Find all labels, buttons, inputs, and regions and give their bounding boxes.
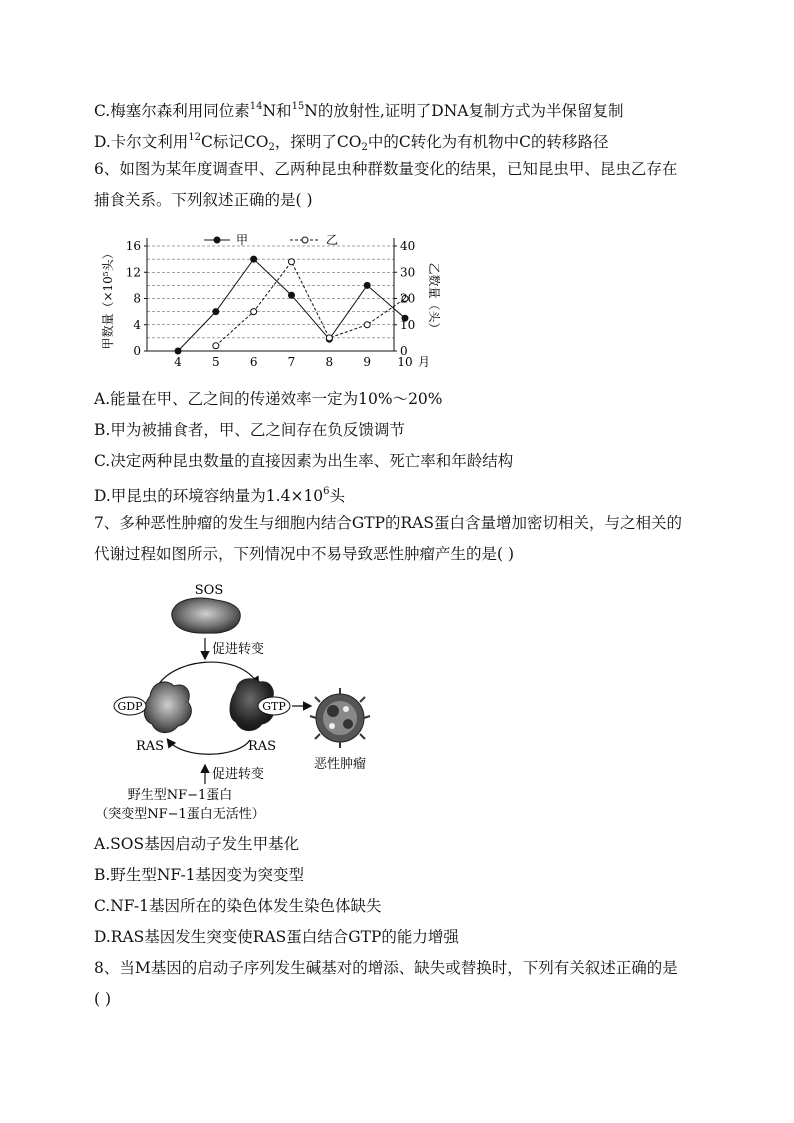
- chart-series: [175, 256, 408, 354]
- x-tick-label: 5: [212, 355, 220, 369]
- option-d-q7: D.RAS基因发生突变使RAS蛋白结合GTP的能力增强: [94, 928, 459, 946]
- option-b-q6: B.甲为被捕食者，甲、乙之间存在负反馈调节: [94, 421, 405, 439]
- question-8-stem-line1: 8、当M基因的启动子序列发生碱基对的增添、缺失或替换时，下列有关叙述正确的是: [94, 959, 678, 977]
- left-tick-label: 0: [133, 344, 141, 358]
- data-point: [251, 309, 257, 315]
- data-point: [326, 335, 332, 341]
- data-point: [251, 256, 257, 262]
- left-axis-title: 甲数量（×10⁵头）: [101, 247, 115, 350]
- nf1-mutant-label: （突变型NF−1蛋白无活性）: [95, 807, 265, 822]
- series-line-乙: [216, 262, 405, 346]
- right-tick-label: 20: [400, 291, 416, 306]
- left-tick-label: 4: [133, 317, 141, 332]
- x-tick-label: 10: [397, 355, 413, 369]
- legend-label-1: 甲: [236, 233, 249, 247]
- right-tick-label: 10: [400, 317, 416, 332]
- left-tick-label: 8: [133, 291, 141, 306]
- x-tick-label: 8: [325, 355, 334, 369]
- promote-label-bottom: 促进转变: [212, 767, 265, 782]
- ras-pathway-diagram: [95, 578, 398, 828]
- nf1-wild-label: 野生型NF−1蛋白: [127, 788, 233, 803]
- x-tick-label: 4: [174, 355, 182, 369]
- option-d-q6: D.甲昆虫的环境容纳量为$1.4\times 10^6$头: [94, 486, 346, 505]
- right-tick-label: 40: [400, 239, 416, 253]
- question-7-stem-line1: 7、多种恶性肿瘤的发生与细胞内结合GTP的RAS蛋白含量增加密切相关，与之相关的: [94, 514, 682, 532]
- right-tick-label: 0: [400, 344, 408, 358]
- option-d-q5: D.卡尔文利用$^{12}$C标记$CO_2$，探明了$CO_2$中的C转化为有机物中C的转移路径: [94, 132, 609, 153]
- ras-gdp-protein-icon: [144, 682, 191, 733]
- chart-axes: [144, 238, 397, 351]
- data-point: [175, 348, 181, 354]
- option-a-q6: A.能量在甲、乙之间的传递效率一定为10%～20%: [94, 390, 443, 408]
- data-point: [213, 309, 219, 315]
- sos-protein-icon: [172, 598, 241, 633]
- chart-grid: [147, 246, 394, 338]
- promote-label-top: 促进转变: [212, 642, 265, 657]
- data-point: [289, 292, 295, 298]
- right-tick-label: 30: [400, 265, 416, 280]
- legend-label-2: 乙: [326, 233, 339, 247]
- x-tick-label: 9: [363, 355, 371, 369]
- question-8-stem-line2: ( ): [94, 990, 112, 1008]
- data-point: [289, 259, 295, 265]
- gtp-label: GTP: [262, 700, 286, 713]
- question-6-stem-line1: 6、如图为某年度调查甲、乙两种昆虫种群数量变化的结果，已知昆虫甲、昆虫乙存在: [94, 160, 678, 178]
- data-point: [364, 282, 370, 288]
- option-b-q7: B.野生型NF-1基因变为突变型: [94, 866, 305, 884]
- gdp-label: GDP: [117, 700, 143, 713]
- data-point: [213, 343, 219, 349]
- option-c-q6: C.决定两种昆虫数量的直接因素为出生率、死亡率和年龄结构: [94, 452, 514, 470]
- legend-marker-1: [214, 237, 220, 243]
- series-line-甲: [178, 259, 405, 351]
- legend-marker-2: [302, 237, 308, 243]
- sos-label: SOS: [194, 583, 224, 598]
- tumor-label: 恶性肿瘤: [313, 757, 367, 772]
- left-tick-label: 12: [125, 265, 141, 280]
- population-chart: [94, 226, 441, 376]
- ras-label-left: RAS: [135, 739, 165, 754]
- option-c-q5: C.梅塞尔森利用同位素$^{14}$N和$^{15}$N的放射性,证明了DNA复制方式为半保留复制: [94, 101, 624, 120]
- tumor-cell-icon: [310, 688, 370, 748]
- left-tick-label: 16: [125, 239, 141, 253]
- x-tick-label: 7: [287, 355, 296, 369]
- x-tick-label: 6: [249, 355, 258, 369]
- ras-label-right: RAS: [247, 739, 277, 754]
- option-a-q7: A.SOS基因启动子发生甲基化: [94, 835, 300, 853]
- question-6-stem-line2: 捕食关系。下列叙述正确的是( ): [94, 191, 313, 209]
- chart-labels: [100, 233, 442, 369]
- cycle-arrow-bottom: [168, 740, 250, 754]
- option-c-q7: C.NF-1基因所在的染色体发生染色体缺失: [94, 897, 382, 915]
- right-axis-title: 乙数量（头）: [427, 262, 441, 335]
- x-unit-label: 月: [418, 355, 431, 369]
- question-7-stem-line2: 代谢过程如图所示，下列情况中不易导致恶性肿瘤产生的是( ): [94, 545, 515, 563]
- data-point: [364, 322, 370, 328]
